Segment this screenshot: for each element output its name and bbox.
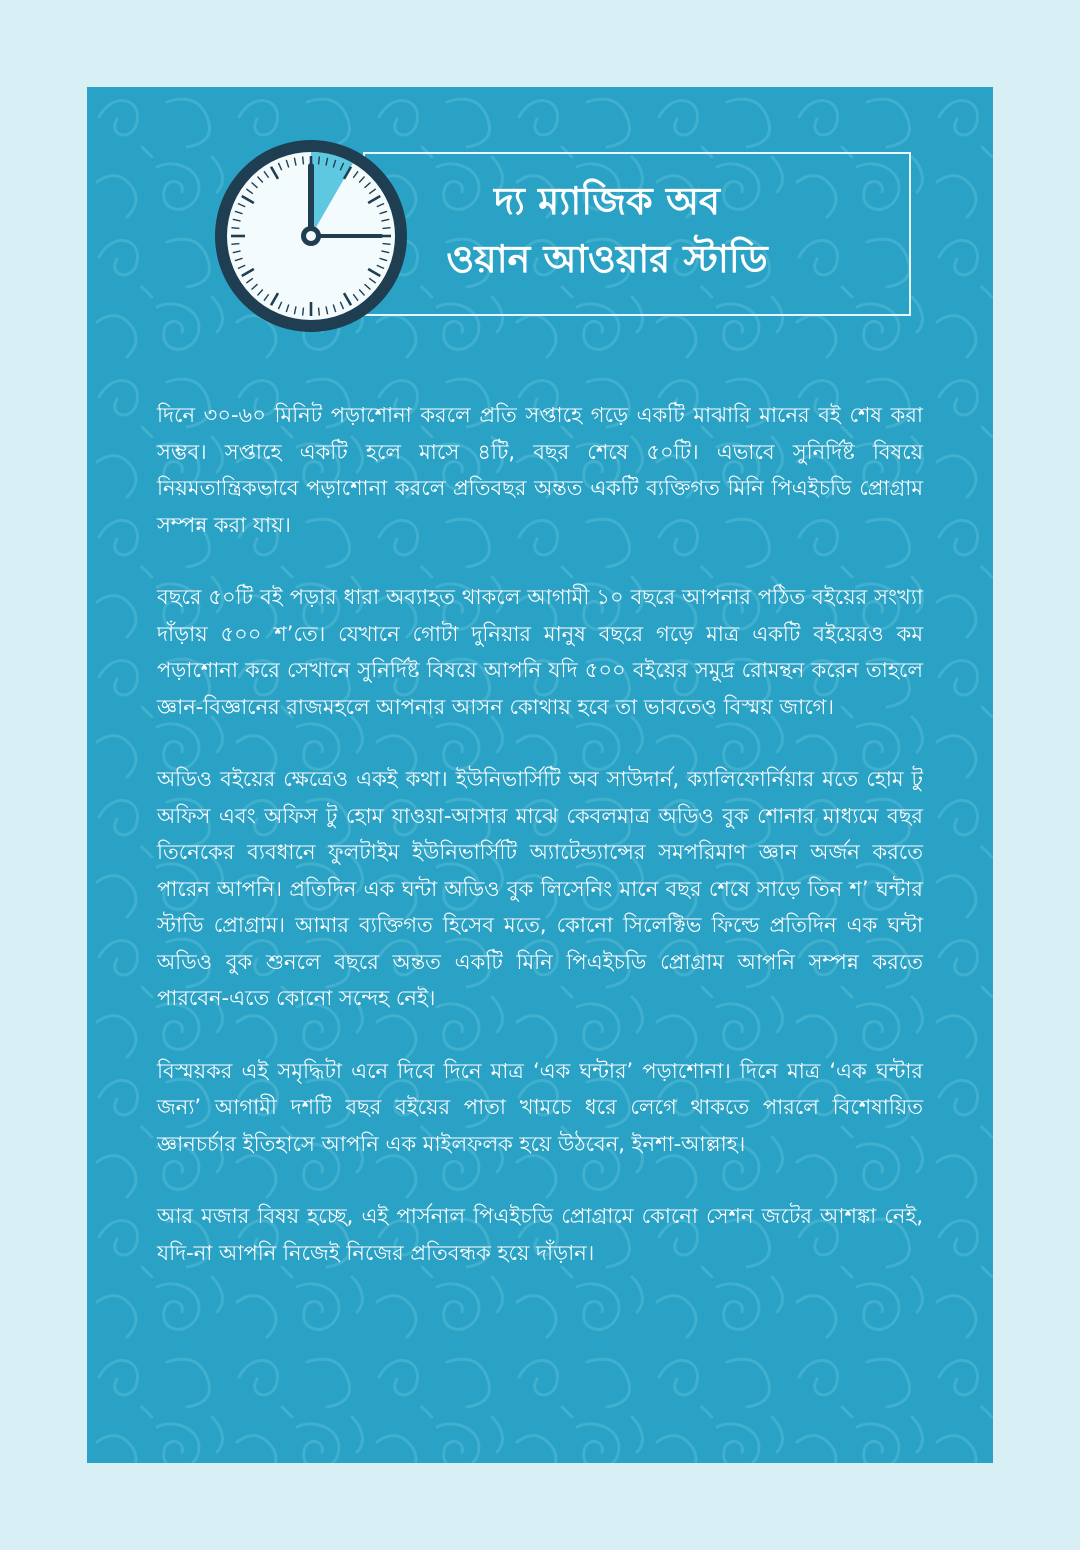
- paragraph-3: অডিও বইয়ের ক্ষেত্রেও একই কথা। ইউনিভার্সিটি অব সাউদার্ন, ক্যালিফোর্নিয়ার মতে হোম টু অফিস এবং অফিস টু হোম যাওয়া-আসার মাঝে কেবলমাত্র অডিও বুক শোনার মাধ্যমে বছর তিনেকের ব্যবধানে ফুলটাইম ইউনিভার্সিটি অ্যাটেন্ড্যান্সের সমপরিমাণ জ্ঞান অর্জন করতে পারেন আপনি। প্রতিদিন এক ঘন্টা অডিও বুক লিসেনিং মানে বছর শেষে সাড়ে তিন শ’ ঘন্টার স্টাডি প্রোগ্রাম। আমার ব্যক্তিগত হিসেব মতে, কোনো সিলেক্টিভ ফিল্ডে প্রতিদিন এক ঘন্টা অডিও বুক শুনলে বছরে অন্তত একটি মিনি পিএইচডি প্রোগ্রাম আপনি সম্পন্ন করতে পারবেন-এতে কোনো সন্দেহ নেই।: [157, 767, 923, 1010]
- clock-icon: [211, 136, 411, 336]
- paragraph-2: বছরে ৫০টি বই পড়ার ধারা অব্যাহত থাকলে আগামী ১০ বছরে আপনার পঠিত বইয়ের সংখ্যা দাঁড়ায় ৫০০ শ’তে। যেখানে গোটা দুনিয়ার মানুষ বছরে গড়ে মাত্র একটি বইয়েরও কম পড়াশোনা করে সেখানে সুনির্দিষ্ট বিষয়ে আপনি যদি ৫০০ বইয়ের সমুদ্র রোমন্থন করেন তাহলে জ্ঞান-বিজ্ঞানের রাজমহলে আপনার আসন কোথায় হবে তা ভাবতেও বিস্ময় জাগে।: [157, 585, 923, 719]
- paragraph-5: আর মজার বিষয় হচ্ছে, এই পার্সনাল পিএইচডি প্রোগ্রামে কোনো সেশন জটের আশঙ্কা নেই, যদি-না আপনি নিজেই নিজের প্রতিবন্ধক হয়ে দাঁড়ান।: [157, 1204, 923, 1265]
- paragraph-1: দিনে ৩০-৬০ মিনিট পড়াশোনা করলে প্রতি সপ্তাহে গড়ে একটি মাঝারি মানের বই শেষ করা সম্ভব। সপ্তাহে একটি হলে মাসে ৪টি, বছর শেষে ৫০টি। এভাবে সুনির্দিষ্ট বিষয়ে নিয়মতান্ত্রিকভাবে পড়াশোনা করলে প্রতিবছর অন্তত একটি ব্যক্তিগত মিনি পিএইচডি প্রোগ্রাম সম্পন্ন করা যায়।: [157, 403, 923, 537]
- page-title: [397, 172, 977, 288]
- article-body: [157, 397, 923, 1307]
- paragraph-4: বিস্ময়কর এই সমৃদ্ধিটা এনে দিবে দিনে মাত্র ‘এক ঘন্টার’ পড়াশোনা। দিনে মাত্র ‘এক ঘন্টার জন্য’ আগামী দশটি বছর বইয়ের পাতা খামচে ধরে লেগে থাকতে পারলে বিশেষায়িত জ্ঞানচর্চার ইতিহাসে আপনি এক মাইলফলক হয়ে উঠবেন, ইনশা-আল্লাহ।: [157, 1058, 923, 1156]
- title-line-2: ওয়ান আওয়ার স্টাডি: [446, 237, 768, 281]
- title-line-1: দ্য ম্যাজিক অব: [493, 179, 721, 223]
- article-card: [87, 87, 993, 1463]
